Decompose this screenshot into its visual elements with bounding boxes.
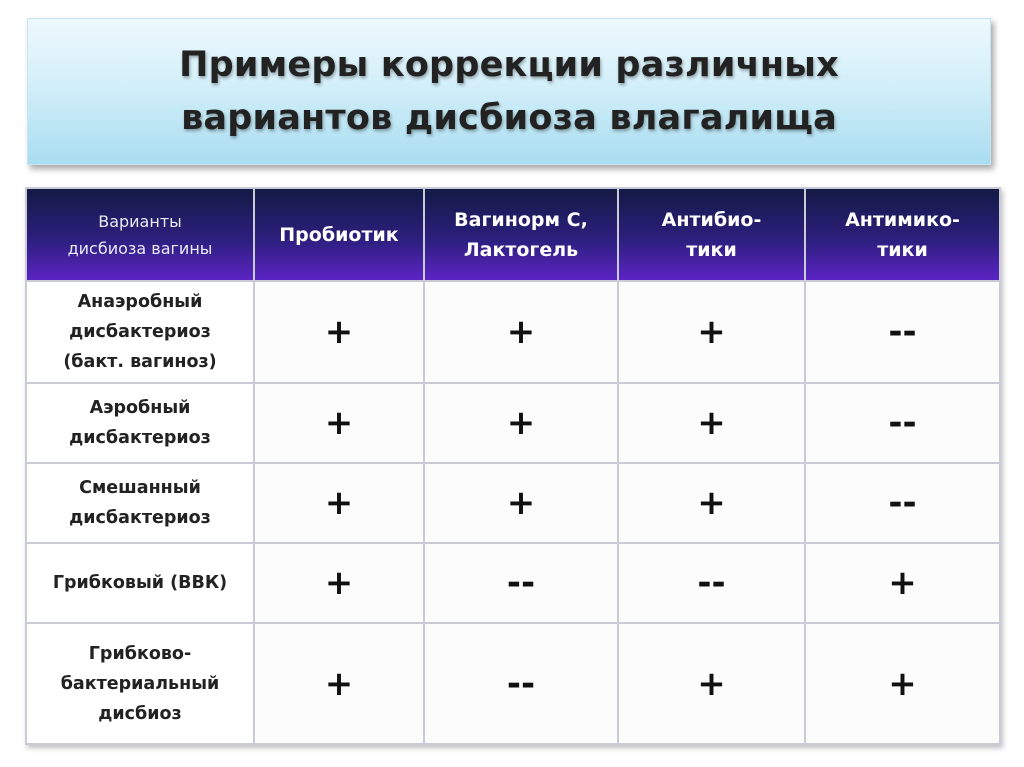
table-cell: + xyxy=(424,463,618,543)
header-probiotic: Пробиотик xyxy=(254,188,424,281)
row-label: Аэробный дисбактериоз xyxy=(26,383,254,463)
table-cell: + xyxy=(424,383,618,463)
header-antimycotics: Антимико- тики xyxy=(805,188,1000,281)
table-cell: + xyxy=(618,281,805,383)
row-label: Грибково- бактериальный дисбиоз xyxy=(26,623,254,744)
table-cell: -- xyxy=(424,623,618,744)
table-row xyxy=(26,383,1000,463)
dysbiosis-correction-table xyxy=(25,187,1001,745)
table-row xyxy=(26,543,1000,623)
table-cell: -- xyxy=(805,383,1000,463)
table-cell: -- xyxy=(424,543,618,623)
table-cell: + xyxy=(805,623,1000,744)
header-antibiotics: Антибио- тики xyxy=(618,188,805,281)
table-cell: + xyxy=(424,281,618,383)
row-label: Смешанный дисбактериоз xyxy=(26,463,254,543)
header-vaginorm: Вагинорм С, Лактогель xyxy=(424,188,618,281)
table-row xyxy=(26,623,1000,744)
table-cell: -- xyxy=(805,463,1000,543)
table-cell: + xyxy=(254,623,424,744)
row-label: Грибковый (ВВК) xyxy=(26,543,254,623)
title-line-1: Примеры коррекции различных xyxy=(179,44,839,85)
table-cell: + xyxy=(805,543,1000,623)
title-line-2: вариантов дисбиоза влагалища xyxy=(181,97,837,138)
table-cell: + xyxy=(618,623,805,744)
table-row xyxy=(26,463,1000,543)
title-banner xyxy=(27,18,991,165)
table-cell: + xyxy=(618,463,805,543)
table-cell: -- xyxy=(805,281,1000,383)
header-variants: Варианты дисбиоза вагины xyxy=(26,188,254,281)
row-label: Анаэробный дисбактериоз (бакт. вагиноз) xyxy=(26,281,254,383)
table-cell: + xyxy=(254,543,424,623)
table-cell: + xyxy=(254,463,424,543)
table-cell: + xyxy=(254,383,424,463)
table-cell: -- xyxy=(618,543,805,623)
table-cell: + xyxy=(618,383,805,463)
table-row xyxy=(26,281,1000,383)
table-header-row xyxy=(26,188,1000,281)
table-cell: + xyxy=(254,281,424,383)
page-title xyxy=(179,39,839,145)
